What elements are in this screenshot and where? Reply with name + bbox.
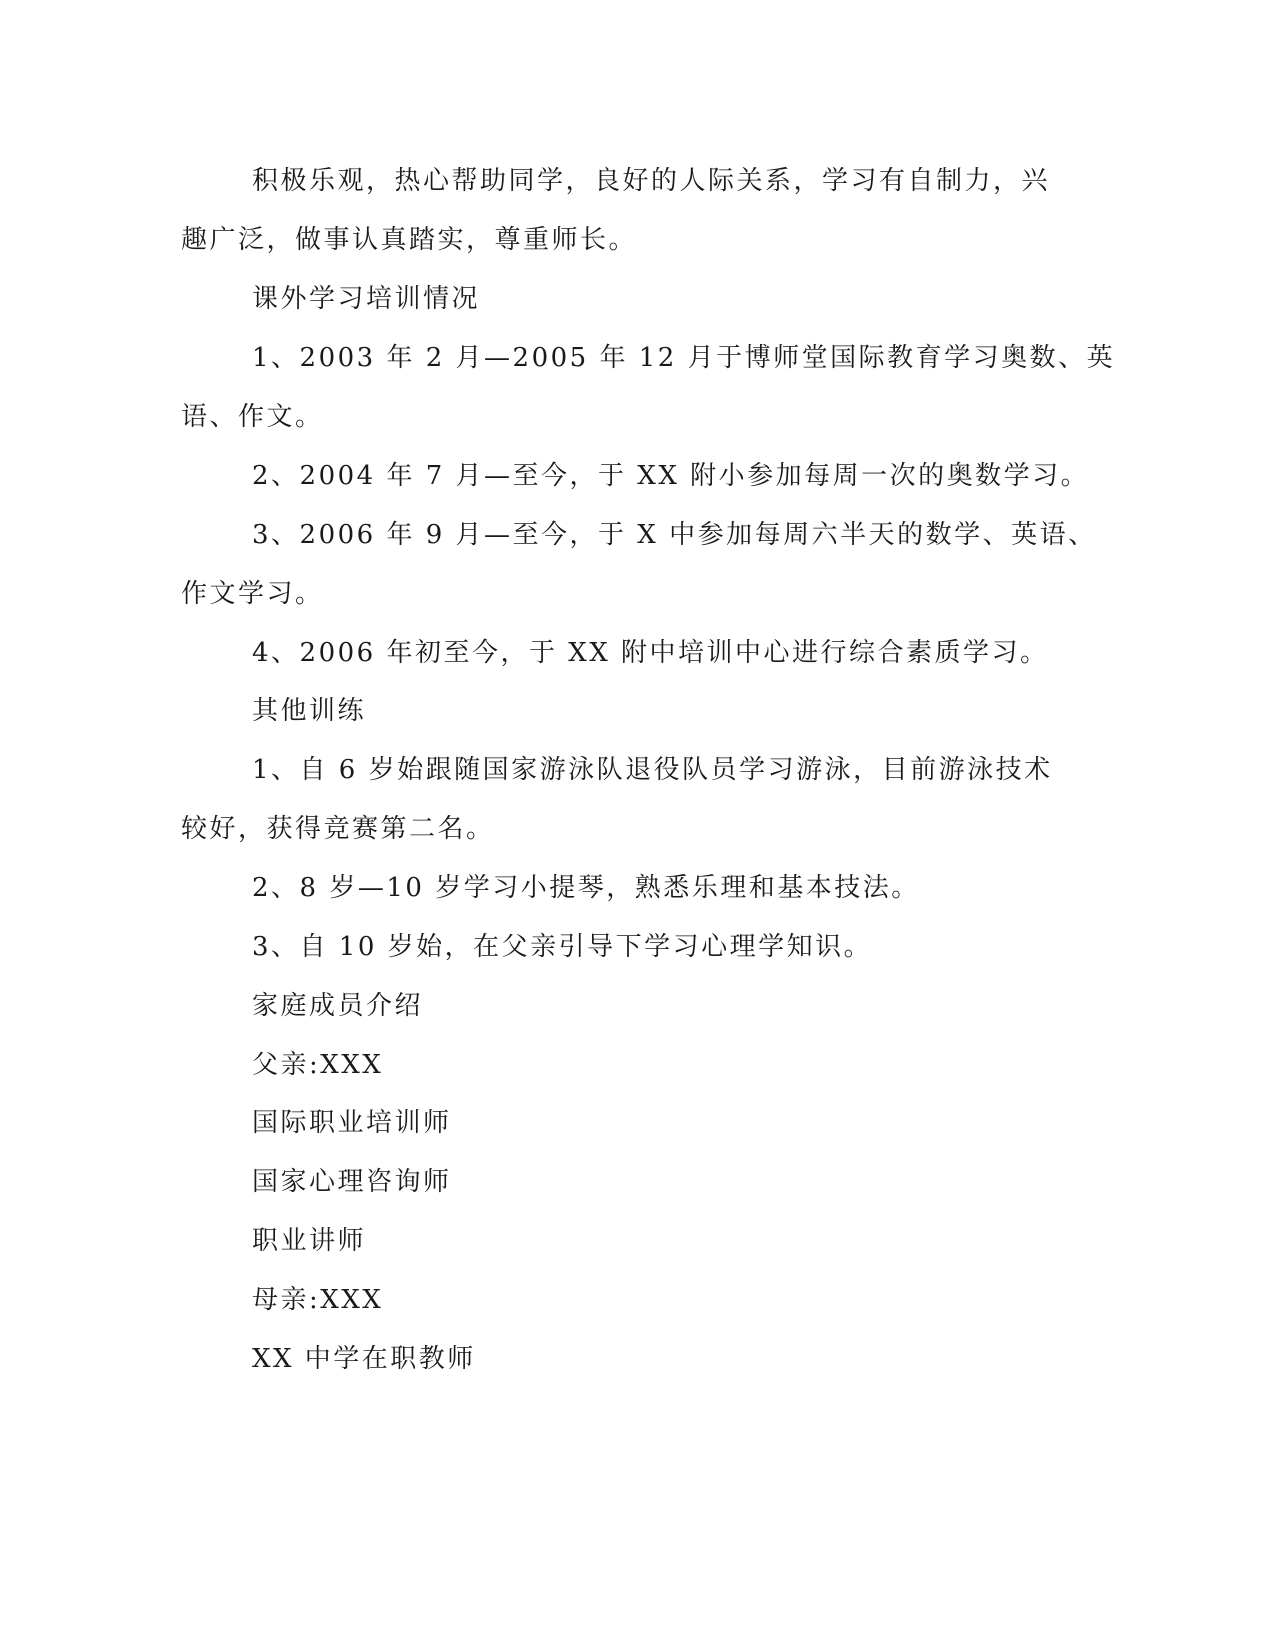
list-item: 2、2004 年 7 月—至今，于 XX 附小参加每周一次的奥数学习。 <box>252 461 1090 491</box>
list-item: 4、2006 年初至今，于 XX 附中培训中心进行综合素质学习。 <box>252 638 1049 668</box>
list-item-continuation: 较好，获得竞赛第二名。 <box>181 814 495 844</box>
family-member-detail: 国际职业培训师 <box>252 1108 452 1138</box>
list-item-continuation: 语、作文。 <box>181 402 324 432</box>
family-member: 母亲:XXX <box>252 1285 384 1315</box>
paragraph-line: 积极乐观，热心帮助同学，良好的人际关系，学习有自制力，兴 <box>252 166 1051 196</box>
list-item: 3、2006 年 9 月—至今，于 X 中参加每周六半天的数学、英语、 <box>252 520 1097 550</box>
list-item: 1、自 6 岁始跟随国家游泳队退役队员学习游泳，目前游泳技术 <box>252 755 1053 785</box>
list-item-continuation: 作文学习。 <box>181 579 324 609</box>
section-heading: 课外学习培训情况 <box>252 284 481 314</box>
family-member: 父亲:XXX <box>252 1050 384 1080</box>
section-heading: 其他训练 <box>252 696 367 726</box>
list-item: 3、自 10 岁始，在父亲引导下学习心理学知识。 <box>252 932 873 962</box>
family-member-detail: XX 中学在职教师 <box>252 1344 476 1374</box>
section-heading: 家庭成员介绍 <box>252 991 424 1021</box>
family-member-detail: 职业讲师 <box>252 1226 367 1256</box>
paragraph-line: 趣广泛，做事认真踏实，尊重师长。 <box>181 225 638 255</box>
list-item: 1、2003 年 2 月—2005 年 12 月于博师堂国际教育学习奥数、英 <box>252 343 1116 373</box>
list-item: 2、8 岁—10 岁学习小提琴，熟悉乐理和基本技法。 <box>252 873 920 903</box>
family-member-detail: 国家心理咨询师 <box>252 1167 452 1197</box>
